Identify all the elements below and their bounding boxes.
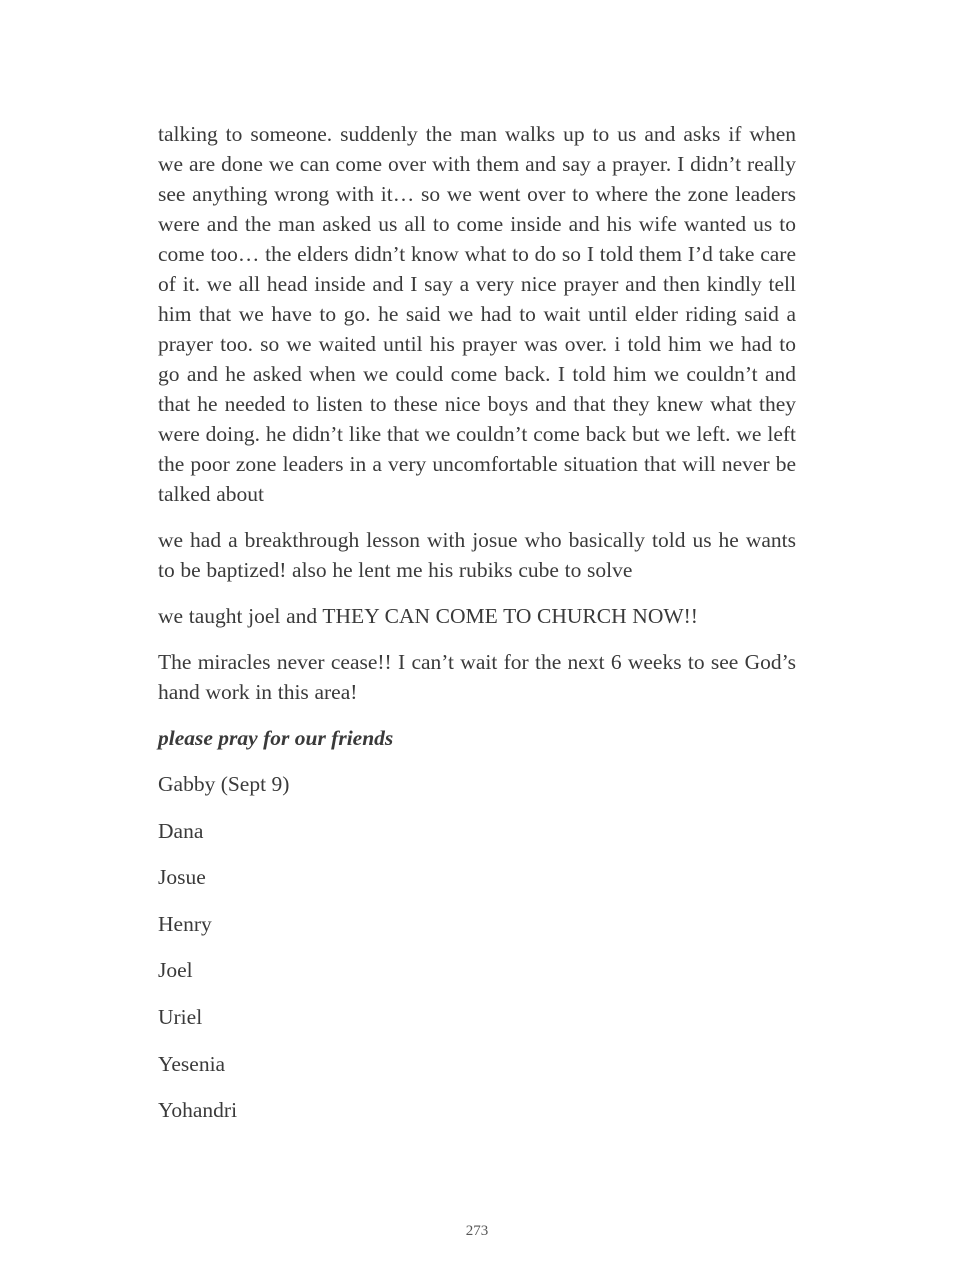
list-item-friend: Yohandri [158,1098,238,1123]
list-item-friend: Gabby (Sept 9) [158,772,290,796]
list-item-friend: Dana [158,818,204,843]
list-item-friend: Henry [158,911,212,936]
prayer-heading: please pray for our friends [158,726,394,750]
list-item-friend: Josue [158,865,206,890]
paragraph-zone-leaders-story: talking to someone. suddenly the man walks up to us and asks if when we are done we can come over with them and say a prayer. I didn’t really see anything wrong with it… so we went over to where the zone leaders were and the man asked us all to come inside and his wife wanted us to come too… the elders didn’t know what to do so I told them I’d take care of it. we all head inside and I say a very nice prayer and then kindly tell him that we have to go. he said we had to wait until elder riding said a prayer too. so we waited until his prayer was over. i told him we had to go and he asked when we could come back. I told him we couldn’t and that he needed to listen to these nice boys and that they knew what they were doing. he didn’t like that we couldn’t come back but we left. we left the poor zone leaders in a very uncomfortable situation that will never be talked about [158,122,796,506]
paragraph-miracles: The miracles never cease!! I can’t wait for the next 6 weeks to see God’s hand work in this area! [158,650,796,704]
list-item-friend: Joel [158,958,193,983]
page-number: 273 [465,1223,489,1239]
page-body [158,119,796,1142]
list-item-friend: Uriel [158,1004,203,1029]
friends-list [158,769,796,1125]
list-item-friend: Yesenia [158,1051,226,1076]
paragraph-joel-church: we taught joel and THEY CAN COME TO CHURCH NOW!! [158,604,698,628]
paragraph-josue-lesson: we had a breakthrough lesson with josue who basically told us he wants to be baptized! also he lent me his rubiks cube to solve [158,528,796,582]
